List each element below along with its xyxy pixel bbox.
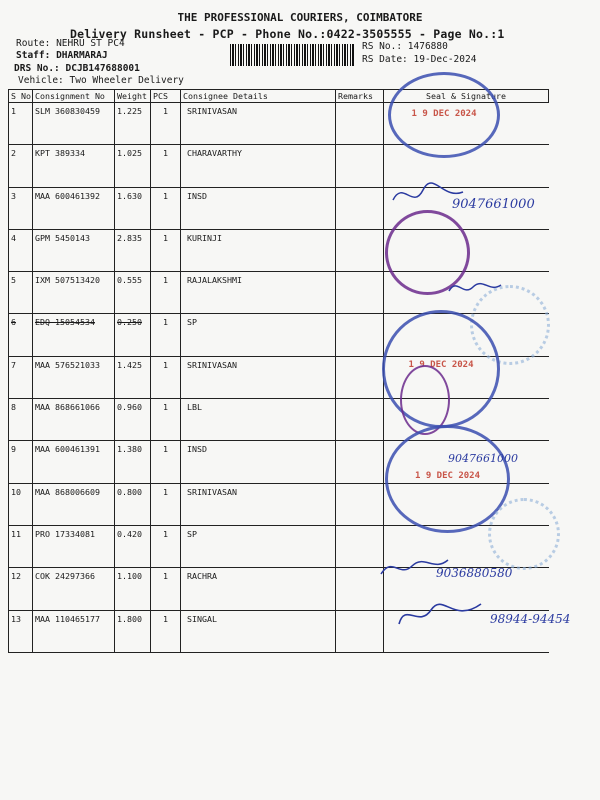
- cell-consignee: SP: [181, 525, 336, 567]
- cell-sno: 3: [9, 187, 33, 229]
- handwritten-phone: 9047661000: [452, 197, 535, 212]
- cell-consignee: RAJALAKSHMI: [181, 272, 336, 314]
- route-value: NEHRU ST PC4: [56, 38, 125, 49]
- handwritten-signature: [445, 275, 505, 300]
- cell-remarks: [336, 525, 384, 567]
- handwritten-signature: [388, 180, 468, 210]
- col-consignee: Consignee Details: [181, 90, 336, 103]
- cell-sno: 1: [9, 103, 33, 145]
- cell-pcs: 1: [151, 525, 181, 567]
- col-remarks: Remarks: [336, 90, 384, 103]
- cell-weight: 0.420: [115, 525, 151, 567]
- cell-sno: 6: [9, 314, 33, 356]
- cell-remarks: [336, 399, 384, 441]
- cell-consignee: KURINJI: [181, 229, 336, 271]
- col-seal-signature: Seal & Signature: [384, 90, 549, 103]
- vehicle-label: Vehicle:: [18, 75, 64, 86]
- cell-pcs: 1: [151, 568, 181, 610]
- stamp-date: 1 9 DEC 2024: [414, 470, 481, 481]
- cell-weight: 1.800: [115, 610, 151, 652]
- rs-date-value: 19-Dec-2024: [413, 54, 477, 65]
- cell-sno: 13: [9, 610, 33, 652]
- drs-value: DCJB147688001: [65, 63, 140, 74]
- cell-remarks: [336, 568, 384, 610]
- cell-consignee: SRINIVASAN: [181, 483, 336, 525]
- cell-consignment: EDQ 15054534: [33, 314, 115, 356]
- cell-weight: 1.630: [115, 187, 151, 229]
- cell-consignment: GPM 5450143: [33, 229, 115, 271]
- cell-sno: 9: [9, 441, 33, 483]
- cell-remarks: [336, 610, 384, 652]
- cell-remarks: [336, 103, 384, 145]
- cell-weight: 0.555: [115, 272, 151, 314]
- cell-remarks: [336, 314, 384, 356]
- col-weight: Weight: [115, 90, 151, 103]
- handwritten-signature: [378, 552, 453, 582]
- staff-label: Staff:: [16, 50, 51, 61]
- cell-weight: 0.960: [115, 399, 151, 441]
- cell-consignee: SRINIVASAN: [181, 356, 336, 398]
- handwritten-phone: 9047661000: [448, 452, 518, 465]
- cell-consignment: MAA 576521033: [33, 356, 115, 398]
- cell-consignee: RACHRA: [181, 568, 336, 610]
- cell-sno: 2: [9, 145, 33, 187]
- cell-remarks: [336, 272, 384, 314]
- cell-remarks: [336, 356, 384, 398]
- cell-weight: 1.225: [115, 103, 151, 145]
- staff-value: DHARMARAJ: [56, 50, 108, 61]
- cell-consignment: PRO 17334081: [33, 525, 115, 567]
- cell-remarks: [336, 187, 384, 229]
- cell-sno: 5: [9, 272, 33, 314]
- cell-remarks: [336, 441, 384, 483]
- cell-sno: 11: [9, 525, 33, 567]
- cell-weight: 2.835: [115, 229, 151, 271]
- runsheet-subtitle: Delivery Runsheet - PCP - Phone No.:0422-3505555 - Page No.:1: [70, 27, 505, 41]
- cell-weight: 1.025: [115, 145, 151, 187]
- cell-consignment: KPT 389334: [33, 145, 115, 187]
- cell-pcs: 1: [151, 610, 181, 652]
- vehicle-value: Two Wheeler Delivery: [69, 75, 184, 86]
- cell-weight: 1.425: [115, 356, 151, 398]
- route-line: [16, 38, 125, 49]
- col-sno: S No: [9, 90, 33, 103]
- handwritten-phone: 98944-94454: [490, 612, 571, 626]
- cell-pcs: 1: [151, 399, 181, 441]
- cell-pcs: 1: [151, 229, 181, 271]
- cell-remarks: [336, 229, 384, 271]
- cell-remarks: [336, 483, 384, 525]
- cell-remarks: [336, 145, 384, 187]
- drs-label: DRS No.:: [14, 63, 60, 74]
- vehicle-line: [18, 75, 184, 86]
- col-consignment: Consignment No: [33, 90, 115, 103]
- cell-consignee: INSD: [181, 187, 336, 229]
- cell-consignment: COK 24297366: [33, 568, 115, 610]
- cell-consignee: SP: [181, 314, 336, 356]
- cell-consignment: SLM 360830459: [33, 103, 115, 145]
- rs-no-line: [362, 41, 448, 52]
- cell-pcs: 1: [151, 145, 181, 187]
- cell-pcs: 1: [151, 103, 181, 145]
- staff-line: [16, 50, 108, 61]
- cell-sno: 7: [9, 356, 33, 398]
- cell-consignee: LBL: [181, 399, 336, 441]
- cell-consignee: INSD: [181, 441, 336, 483]
- handwritten-signature: [395, 598, 485, 632]
- cell-consignee: SRINIVASAN: [181, 103, 336, 145]
- cell-consignee: SINGAL: [181, 610, 336, 652]
- cell-pcs: 1: [151, 356, 181, 398]
- rs-no-label: RS No.:: [362, 41, 403, 52]
- cell-pcs: 1: [151, 441, 181, 483]
- cell-consignee: CHARAVARTHY: [181, 145, 336, 187]
- cell-pcs: 1: [151, 187, 181, 229]
- cell-consignment: MAA 868006609: [33, 483, 115, 525]
- cell-pcs: 1: [151, 483, 181, 525]
- rs-date-line: [362, 54, 476, 65]
- drs-line: [14, 63, 140, 74]
- route-label: Route:: [16, 38, 51, 49]
- cell-sno: 8: [9, 399, 33, 441]
- cell-sno: 4: [9, 229, 33, 271]
- cell-weight: 1.100: [115, 568, 151, 610]
- cell-consignment: MAA 110465177: [33, 610, 115, 652]
- cell-sno: 12: [9, 568, 33, 610]
- cell-consignment: MAA 600461392: [33, 187, 115, 229]
- cell-weight: 0.250: [115, 314, 151, 356]
- rs-date-label: RS Date:: [362, 54, 408, 65]
- rs-no-value: 1476880: [407, 41, 448, 52]
- handwritten-phone: 9036880580: [436, 566, 513, 580]
- stamp-date: 1 9 DEC 2024: [411, 108, 477, 119]
- cell-consignment: MAA 600461391: [33, 441, 115, 483]
- cell-weight: 1.380: [115, 441, 151, 483]
- cell-pcs: 1: [151, 314, 181, 356]
- cell-sno: 10: [9, 483, 33, 525]
- pale-round-stamp: [488, 498, 560, 570]
- cell-consignment: MAA 868661066: [33, 399, 115, 441]
- col-pcs: PCS: [151, 90, 181, 103]
- cell-consignment: IXM 507513420: [33, 272, 115, 314]
- company-seal-stamp: [388, 72, 500, 158]
- table-row: [9, 525, 549, 567]
- stamp-date: 1 9 DEC 2024: [408, 360, 474, 371]
- cell-pcs: 1: [151, 272, 181, 314]
- cell-weight: 0.800: [115, 483, 151, 525]
- company-title: THE PROFESSIONAL COURIERS, COIMBATORE: [177, 11, 423, 24]
- barcode: [230, 44, 355, 66]
